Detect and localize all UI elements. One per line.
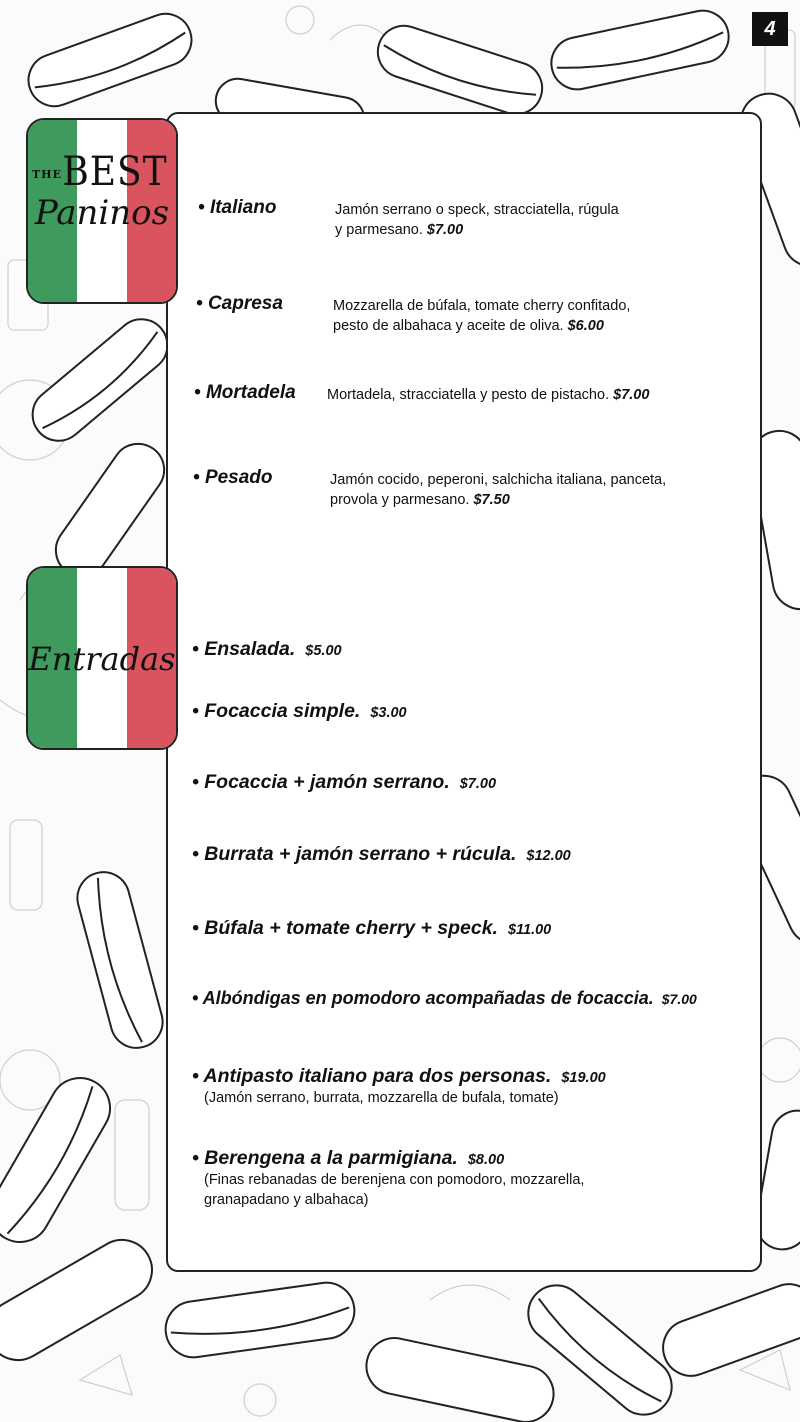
entrada-price: $11.00 (507, 922, 552, 938)
entrada-item: • Focaccia + jamón serrano. $7.00 (192, 771, 497, 793)
entrada-name: Ensalada. (204, 638, 296, 660)
panino-description: Mortadela, stracciatella y pesto de pistacho. $7.00 (327, 387, 650, 403)
entrada-name: Antipasto italiano para dos personas. (203, 1065, 552, 1087)
panino-description: Jamón serrano o speck, stracciatella, rúgula y parmesano. $7.00 (335, 202, 619, 238)
entrada-name: Berengena a la parmigiana. (204, 1147, 458, 1169)
panino-name: Capresa (207, 293, 283, 314)
entrada-name: Albóndigas en pomodoro acompañadas de focaccia. (202, 988, 654, 1008)
entrada-item: • Ensalada. $5.00 (192, 638, 342, 660)
entrada-price: $12.00 (526, 848, 571, 864)
panino-name: Mortadela (205, 382, 296, 403)
panino-price: $6.00 (567, 318, 604, 334)
panino-item: • Mortadela (194, 382, 296, 403)
entrada-price: $8.00 (467, 1152, 505, 1168)
entrada-name: Búfala + tomate cherry + speck. (204, 917, 498, 939)
entrada-item: • Berengena a la parmigiana. $8.00 (192, 1147, 505, 1169)
title-paninos-script: Paninos (34, 193, 170, 233)
entrada-item: • Búfala + tomate cherry + speck. $11.00 (192, 917, 552, 939)
entrada-note: (Jamón serrano, burrata, mozzarella de bufala, tomate) (204, 1090, 559, 1106)
entrada-note: (Finas rebanadas de berenjena con pomodoro, mozzarella, granapadano y albahaca) (204, 1172, 585, 1208)
entrada-name: Focaccia simple. (204, 700, 361, 722)
panino-price: $7.00 (613, 387, 650, 403)
entrada-price: $7.00 (459, 776, 497, 792)
panino-item: • Capresa (196, 293, 283, 314)
entrada-item: • Burrata + jamón serrano + rúcula. $12.00 (192, 843, 571, 865)
paninos-section-title (26, 150, 178, 232)
panino-price: $7.50 (473, 492, 510, 508)
entrada-item: • Focaccia simple. $3.00 (192, 700, 407, 722)
panino-description: Mozzarella de búfala, tomate cherry confitado, pesto de albahaca y aceite de oliva. $6.00 (333, 298, 631, 334)
entradas-section-title (26, 640, 178, 678)
page-number: 4 (752, 12, 788, 46)
entrada-name: Burrata + jamón serrano + rúcula. (204, 843, 517, 865)
panino-item: • Pesado (193, 467, 273, 488)
entrada-price: $19.00 (561, 1070, 606, 1086)
entrada-name: Focaccia + jamón serrano. (204, 771, 450, 793)
panino-price: $7.00 (426, 222, 464, 238)
entrada-price: $3.00 (370, 705, 407, 721)
panino-name: Italiano (209, 197, 277, 218)
title-the: THE (32, 168, 62, 181)
panino-name: Pesado (204, 467, 273, 488)
entrada-item: • Antipasto italiano para dos personas. $19.00 (192, 1065, 606, 1087)
panino-description: Jamón cocido, peperoni, salchicha italiana, panceta, provola y parmesano. $7.50 (330, 472, 667, 508)
entrada-item: • Albóndigas en pomodoro acompañadas de focaccia. $7.00 (192, 988, 697, 1008)
title-entradas-script: Entradas (28, 640, 176, 678)
panino-item: • Italiano (198, 197, 277, 218)
entrada-price: $5.00 (305, 643, 342, 659)
title-best: BEST (62, 149, 168, 195)
entrada-price: $7.00 (661, 991, 697, 1007)
